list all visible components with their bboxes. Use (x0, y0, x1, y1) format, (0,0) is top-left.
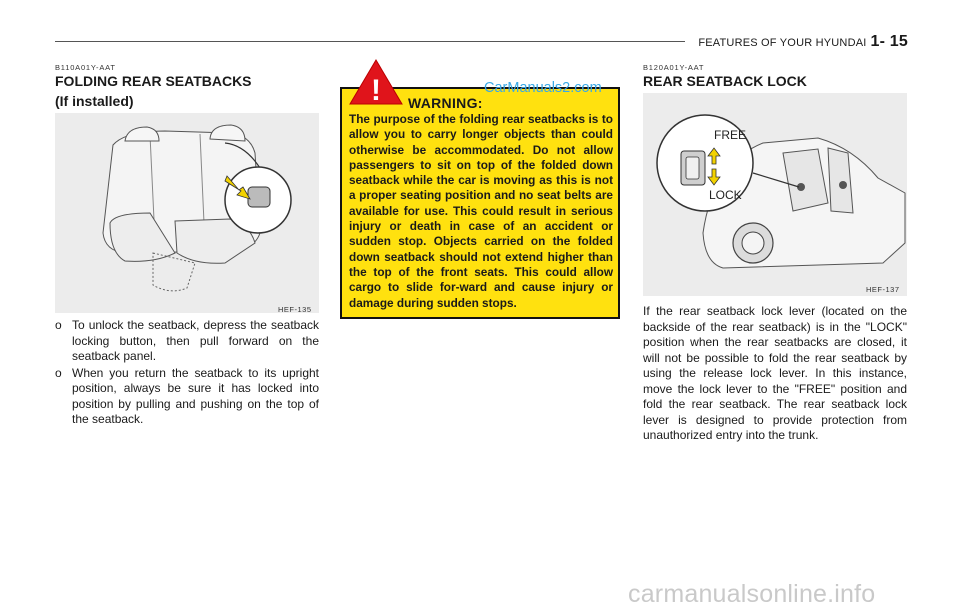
section-title-left-line1: FOLDING REAR SEATBACKS (55, 73, 252, 89)
bullet-text: To unlock the seatback, depress the seatback locking button, then pull forward on the seatback panel. (72, 318, 319, 363)
section-title-left-line2: (If installed) (55, 93, 134, 109)
warning-triangle-icon (348, 58, 404, 106)
watermark-bottom: carmanualsonline.info (628, 580, 876, 608)
rear-seat-drawing (55, 113, 319, 313)
lock-label: LOCK (709, 188, 742, 202)
watermark-top: CarManuals2.com (484, 80, 602, 96)
instructions-list (55, 318, 319, 429)
bullet-marker: o (55, 365, 62, 380)
section-code-right: B120A01Y-AAT (643, 63, 705, 72)
page-number: 1- 15 (870, 33, 908, 50)
trunk-lock-drawing (643, 93, 907, 296)
header-rule (55, 41, 685, 42)
list-item (55, 366, 319, 428)
section-title-right: REAR SEATBACK LOCK (643, 73, 807, 89)
section-code-left: B110A01Y-AAT (55, 63, 116, 72)
warning-text: The purpose of the folding rear seatbacks is to allow you to carry longer objects than could otherwise be accommodated. Do not allow passengers to sit on top of the folded down seatback while the car is moving as this is not a proper seating position and no seat belts are available for use. This could result in serious injury or death in case of an accident or sudden stop. Objects carried on the folded down seatback should not extend higher than the top of the front seats. This could allow cargo to slide for-ward and cause injury or damage during sudden stops. (349, 112, 613, 310)
section-title-left (55, 71, 252, 111)
figure-code-right: HEF-137 (866, 285, 900, 294)
free-label: FREE (714, 128, 747, 142)
bullet-text: When you return the seatback to its upright position, always be sure it has locked into position by pulling and pushing on the top of the seatback. (72, 365, 319, 426)
warning-box (340, 87, 620, 319)
warning-title: WARNING: (408, 95, 483, 111)
header-section: FEATURES OF YOUR HYUNDAI (698, 37, 867, 49)
running-header (698, 33, 908, 51)
bullet-marker: o (55, 318, 62, 332)
figure-code-left: HEF-135 (278, 305, 312, 314)
list-item (55, 318, 319, 365)
trunk-lock-illustration (643, 93, 907, 296)
seatback-illustration (55, 113, 319, 313)
warning-symbol: ! (371, 74, 381, 106)
seatback-lock-description: If the rear seatback lock lever (located on the backside of the rear seatback) is in the "LOCK" position when the rear seatbacks are closed, it will not be possible to fold the rear seatback by using the release lock lever. In this instance, move the lock lever to the "FREE" position and fold the rear seatback. The rear seatback lock lever is designed to provide protection from unauthorized entry into the trunk. (643, 304, 907, 442)
